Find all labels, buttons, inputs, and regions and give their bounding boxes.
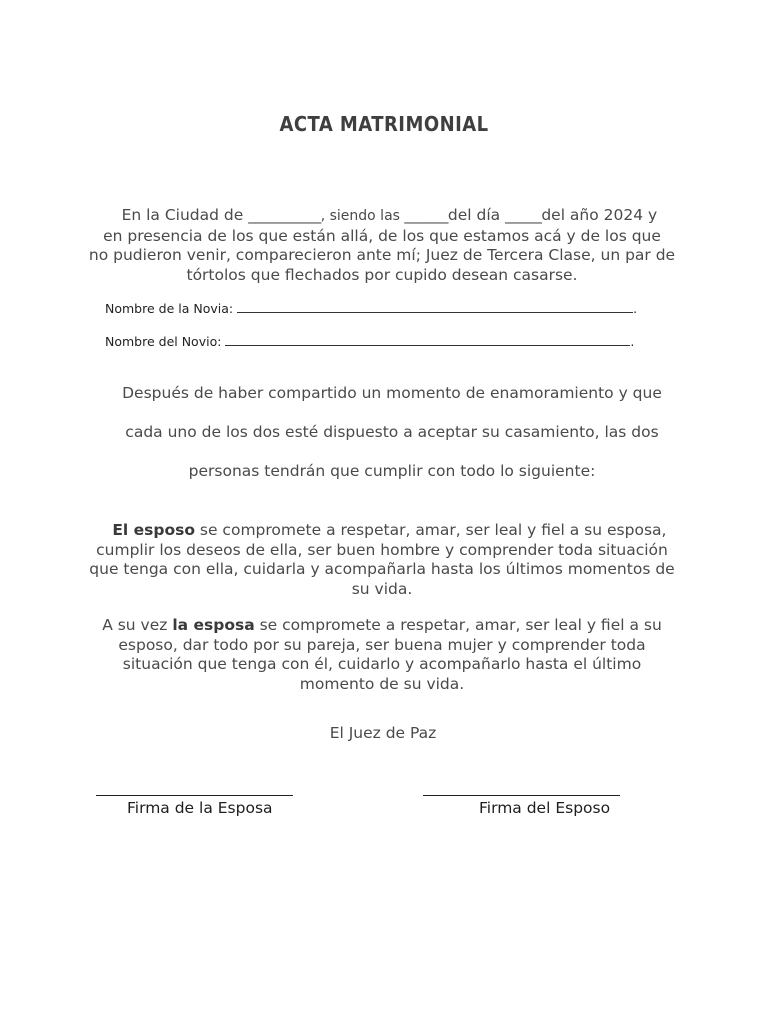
groom-name-line (225, 333, 630, 346)
intro-mid-1: , siendo las (320, 208, 405, 224)
groom-name-field (105, 333, 634, 349)
intro-line-1 (82, 206, 682, 227)
wife-line-3: situación que tenga con él, cuidarlo y acompañarlo hasta el último (122, 655, 642, 673)
hour-blank: ______ (404, 206, 448, 224)
husband-label: El esposo (112, 521, 195, 539)
husband-line-1 (82, 521, 682, 541)
wife-line-2: esposo, dar todo por su pareja, ser buena mujer y comprender toda (118, 635, 646, 654)
wife-line-1-rest: se compromete a respetar, amar, ser leal y fiel a su (254, 616, 662, 634)
wife-line-1 (82, 616, 682, 636)
husband-line-2: cumplir los deseos de ella, ser buen hombre y comprender toda situación (96, 540, 668, 559)
commitment-line-1: Después de haber compartido un momento de enamoramiento y que (122, 384, 662, 402)
groom-signature-line (423, 795, 620, 796)
husband-line-1-rest: se compromete a respetar, amar, ser leal y fiel a su esposa, (194, 521, 667, 539)
wife-line-4: momento de su vida. (299, 674, 465, 693)
bride-name-end: . (633, 301, 638, 316)
intro-prefix: En la Ciudad de (121, 206, 249, 224)
husband-line-3: que tenga con ella, cuidarla y acompañarla hasta los últimos momentos de (89, 560, 675, 578)
groom-name-label: Nombre del Novio: (105, 334, 226, 349)
wife-line-1-prefix: A su vez (102, 616, 173, 634)
groom-name-end: . (630, 334, 635, 349)
document-title: ACTA MATRIMONIAL (279, 112, 489, 136)
intro-line-3: no pudieron venir, comparecieron ante mí; Juez de Tercera Clase, un par de (88, 246, 676, 264)
judge-label: El Juez de Paz (329, 724, 437, 742)
bride-name-field (105, 300, 637, 316)
bride-name-label: Nombre de la Novia: (105, 301, 238, 316)
groom-signature-label: Firma del Esposo (479, 799, 611, 817)
intro-suffix: del año 2024 y (541, 206, 658, 224)
wife-paragraph (82, 616, 682, 694)
commitment-line-2: cada uno de los dos esté dispuesto a aceptar su casamiento, las dos (125, 423, 659, 441)
bride-name-line (237, 300, 633, 313)
city-blank: __________ (248, 206, 321, 224)
husband-line-4: su vida. (351, 579, 413, 598)
intro-paragraph (82, 206, 682, 285)
intro-mid-2: del día (447, 206, 506, 224)
bride-signature-line (96, 795, 293, 796)
intro-line-2: en presencia de los que están allá, de los que estamos acá y de los que (103, 226, 661, 245)
commitment-intro (82, 382, 702, 499)
intro-line-4: tórtolos que flechados por cupido desean casarse. (186, 265, 578, 284)
bride-signature-label: Firma de la Esposa (127, 799, 273, 817)
commitment-line-3: personas tendrán que cumplir con todo lo siguiente: (188, 462, 596, 480)
wife-label: la esposa (172, 616, 255, 634)
day-blank: _____ (505, 206, 542, 224)
husband-paragraph (82, 521, 682, 599)
